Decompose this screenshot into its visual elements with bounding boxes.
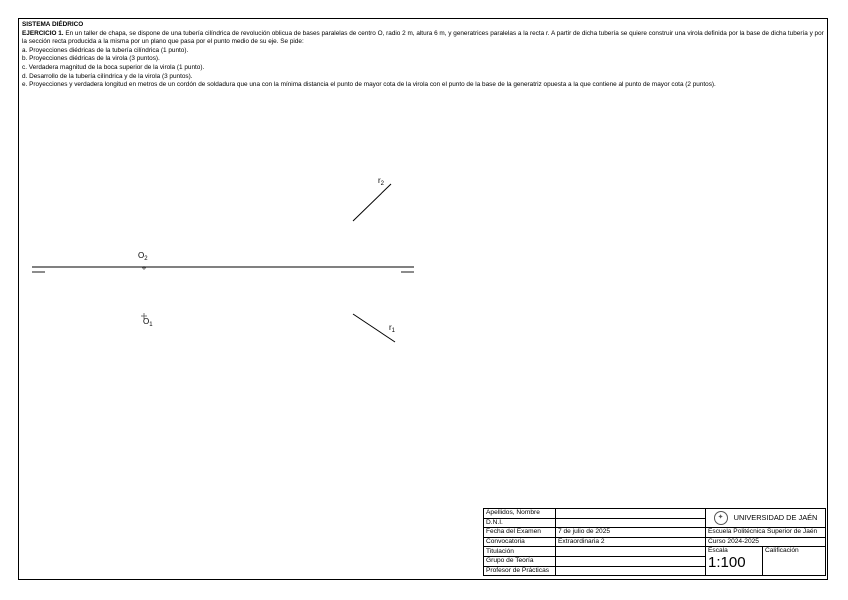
convocatoria-label: Convocatoria <box>484 537 556 547</box>
exercise-label: EJERCICIO 1. <box>22 29 64 37</box>
question-d: d. Desarrollo de la tubería cilíndrica y de la virola (3 puntos). <box>22 72 193 80</box>
question-b: b. Proyecciones diédricas de la virola (3 puntos). <box>22 55 160 63</box>
line-r2 <box>353 184 391 221</box>
convocatoria-value: Extraordinaria 2 <box>556 537 706 547</box>
question-a: a. Proyecciones diédricas de la tubería cilíndrica (1 punto). <box>22 46 189 54</box>
university-cell <box>706 509 826 528</box>
grupo-field[interactable] <box>556 556 706 566</box>
apellidos-label: Apellidos, Nombre <box>484 509 556 519</box>
dni-field[interactable] <box>556 518 706 528</box>
grupo-label: Grupo de Teoría <box>484 556 556 566</box>
section-title: SISTEMA DIÉDRICO <box>22 21 84 28</box>
profesor-field[interactable] <box>556 566 706 576</box>
title-block <box>483 508 826 576</box>
university-logo-icon: ✦ <box>714 511 728 525</box>
question-c: c. Verdadera magnitud de la boca superior de la virola (1 punto). <box>22 63 205 71</box>
fecha-label: Fecha del Examen <box>484 528 556 538</box>
school-name: Escuela Politécnica Superior de Jaén <box>706 528 826 538</box>
titulacion-label: Titulación <box>484 547 556 557</box>
label-o2: $O_2$ <box>138 251 148 262</box>
fecha-value: 7 de julio de 2025 <box>556 528 706 538</box>
university-name: UNIVERSIDAD DE JAÉN <box>733 513 818 523</box>
escala-cell <box>706 547 763 576</box>
label-r2: $r_2$ <box>378 176 385 187</box>
escala-value: 1:100 <box>708 554 746 572</box>
exercise-text: En un taller de chapa, se dispone de una tubería cilíndrica de revolución oblicua de bases paralelas de centro O, radio 2 m, altura 6 m, y generatrices paralelas a la recta r. A partir de dicha tubería se quiere construir una virola definida por la base de dicha tubería y por la sección recta producida a la misma por un plano que pasa por el punto medio de su eje. Se pide: <box>22 29 824 46</box>
calificacion-label: Calificación <box>765 547 799 555</box>
titulacion-field[interactable] <box>556 547 706 557</box>
question-e: e. Proyecciones y verdadera longitud en metros de un cordón de soldadura que una con la mínima distancia el punto de mayor cota de la virola con el punto de la base de la generatriz opuesta a la que contiene al punto de mayor cota (2 puntos). <box>22 81 716 89</box>
profesor-label: Profesor de Prácticas <box>484 566 556 576</box>
apellidos-field[interactable] <box>556 509 706 519</box>
course-year: Curso 2024-2025 <box>706 537 826 547</box>
label-o1: $O_1$ <box>143 317 153 328</box>
calificacion-cell[interactable] <box>763 547 826 576</box>
escala-label: Escala <box>708 547 728 555</box>
dni-label: D.N.I. <box>484 518 556 528</box>
label-r1: $r_1$ <box>389 323 396 334</box>
